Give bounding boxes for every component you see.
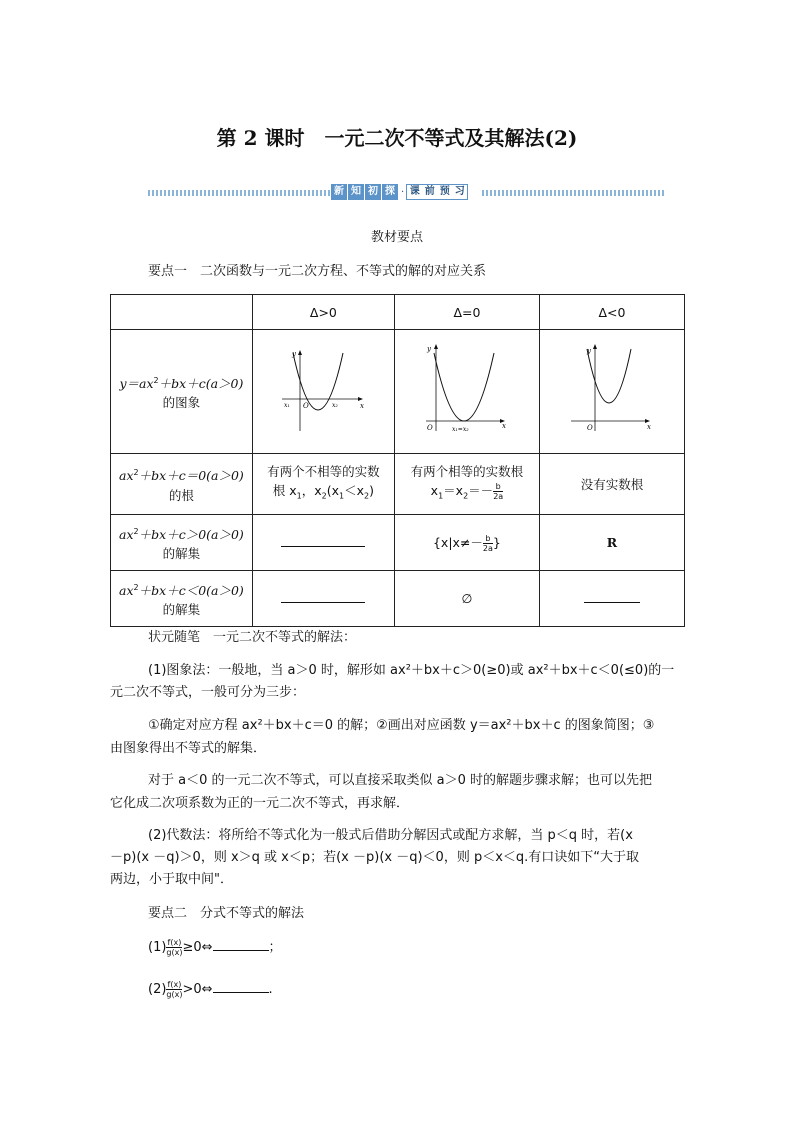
table-header-cell: Δ>0 — [252, 295, 394, 330]
banner-char: 新 — [331, 184, 347, 200]
parabola-double-root-figure — [422, 339, 512, 439]
banner-char: 习 — [454, 186, 465, 197]
banner-char: 知 — [348, 184, 364, 200]
graph-double-root — [394, 330, 539, 454]
banner-stripe-right — [482, 190, 664, 196]
parabola-curve — [587, 349, 631, 403]
banner-char: 初 — [365, 184, 381, 200]
graph-two-roots — [252, 330, 394, 454]
origin-label: O — [303, 401, 310, 410]
answer-blank-greater-two-roots — [252, 515, 394, 571]
banner-separator: · — [401, 186, 405, 198]
cell-greater-double-root: {x|x≠－ $\frac{b}{2a}$ } — [394, 515, 539, 571]
banner-char: 预 — [439, 186, 450, 197]
banner-char: 课 — [409, 186, 420, 197]
graph-no-root — [539, 330, 684, 454]
x-label: x — [501, 422, 506, 430]
table-row-greater — [111, 515, 685, 571]
table-header-cell — [111, 295, 253, 330]
y-axis-arrow-icon — [298, 350, 302, 355]
notes-paragraph: 两边，小于取中间"． — [110, 872, 233, 887]
table-header-cell: Δ<0 — [539, 295, 684, 330]
row-label-roots: $ax^2+bx+c=0(a>0)$ 的根 — [111, 454, 253, 515]
answer-blank-less-two-roots — [252, 571, 394, 627]
fraction-f-over-g: $\frac{f(x)}{g(x)}$ — [166, 938, 183, 957]
cell-two-roots: 有两个不相等的实数 根 $x_1$，$x_2(x_1<x_2)$ — [252, 454, 394, 515]
fraction-item-2: (2) $\frac{f(x)}{g(x)}$ >0⇔ . — [148, 980, 273, 999]
correspondence-table — [110, 294, 685, 627]
cell-no-root: 没有实数根 — [539, 454, 684, 515]
row-label-graph: $y=ax^2+bx+c(a>0)$ 的图象 — [111, 330, 253, 454]
notes-paragraph: (2)代数法：将所给不等式化为一般式后借助分解因式或配方求解，当 p＜q 时，若(x — [148, 828, 633, 843]
row-label-less: $ax^2+bx+c<0(a>0)$ 的解集 — [111, 571, 253, 627]
notes-paragraph: 它化成二次项系数为正的一元二次不等式，再求解． — [110, 796, 410, 811]
origin-label: O — [586, 424, 593, 432]
x-axis-arrow-icon — [358, 397, 363, 401]
banner-stripe-left — [148, 190, 330, 196]
banner-tag-preview — [406, 184, 468, 200]
notes-paragraph: －p)(x －q)＞0，则 x＞q 或 x＜p；若(x －p)(x －q)＜0，则 p＜x＜q.有口诀如下“大于取 — [110, 850, 640, 865]
cell-less-double-root: ∅ — [394, 571, 539, 627]
y-label: y — [426, 345, 431, 353]
notes-paragraph: ①确定对应方程 ax²＋bx＋c＝0 的解；②画出对应函数 y＝ax²＋bx＋c 的图象简图；③ — [148, 718, 655, 733]
notes-heading: 状元随笔 一元二次不等式的解法： — [148, 630, 357, 645]
parabola-two-roots-figure — [278, 347, 368, 432]
notes-paragraph: 对于 a＜0 的一元二次不等式，可以直接采取类似 a＞0 时的解题步骤求解；也可以先把 — [148, 773, 653, 788]
table-row-graph — [111, 330, 685, 454]
row-label-greater: $ax^2+bx+c>0(a>0)$ 的解集 — [111, 515, 253, 571]
banner-char: 探 — [382, 184, 398, 200]
section-heading: 教材要点 — [370, 230, 423, 245]
fraction-b-over-2a: $\frac{b}{2a}$ — [493, 482, 504, 502]
root-x2-label: x₂ — [332, 401, 339, 409]
parabola-no-root-figure — [567, 339, 657, 439]
fraction-f-over-g: $\frac{f(x)}{g(x)}$ — [166, 980, 183, 999]
notes-paragraph: 元二次不等式，一般可分为三步： — [110, 685, 306, 700]
notes-paragraph: 由图象得出不等式的解集． — [110, 741, 267, 756]
table-row-roots — [111, 454, 685, 515]
table-header-cell: Δ=0 — [394, 295, 539, 330]
table-header-row — [111, 295, 685, 330]
banner-char: 前 — [424, 186, 435, 197]
fraction-b-over-2a: $\frac{b}{2a}$ — [482, 533, 493, 553]
y-axis-arrow-icon — [593, 344, 597, 349]
x-label: x — [360, 401, 365, 410]
y-axis-arrow-icon — [434, 344, 438, 349]
banner-tag-new-knowledge — [331, 184, 399, 200]
fraction-item-1: (1) $\frac{f(x)}{g(x)}$ ≥0⇔ ； — [148, 938, 282, 957]
cell-double-root: 有两个相等的实数根 $x_1=x_2=-$ $\frac{b}{2a}$ — [394, 454, 539, 515]
notes-paragraph: (1)图象法：一般地，当 a＞0 时，解形如 ax²＋bx＋c＞0(≥0)或 ax²＋bx＋c＜0(≤0)的一 — [148, 663, 675, 678]
section-banner — [148, 184, 664, 202]
parabola-curve — [434, 353, 494, 421]
origin-label: O — [426, 424, 433, 432]
y-label: y — [586, 347, 591, 355]
x-label: x — [646, 423, 651, 431]
cell-greater-no-root: R — [539, 515, 684, 571]
double-root-label: x₁=x₂ — [451, 426, 469, 433]
point-one-heading: 要点一 二次函数与一元二次方程、不等式的解的对应关系 — [148, 264, 487, 279]
banner-tags — [331, 184, 468, 200]
root-x1-label: x₁ — [284, 401, 291, 409]
answer-blank-less-no-root — [539, 571, 684, 627]
table-row-less — [111, 571, 685, 627]
page-title: 第 2 课时 一元二次不等式及其解法(2) — [216, 126, 578, 150]
point-two-heading: 要点二 分式不等式的解法 — [148, 906, 305, 921]
y-label: y — [292, 349, 297, 358]
